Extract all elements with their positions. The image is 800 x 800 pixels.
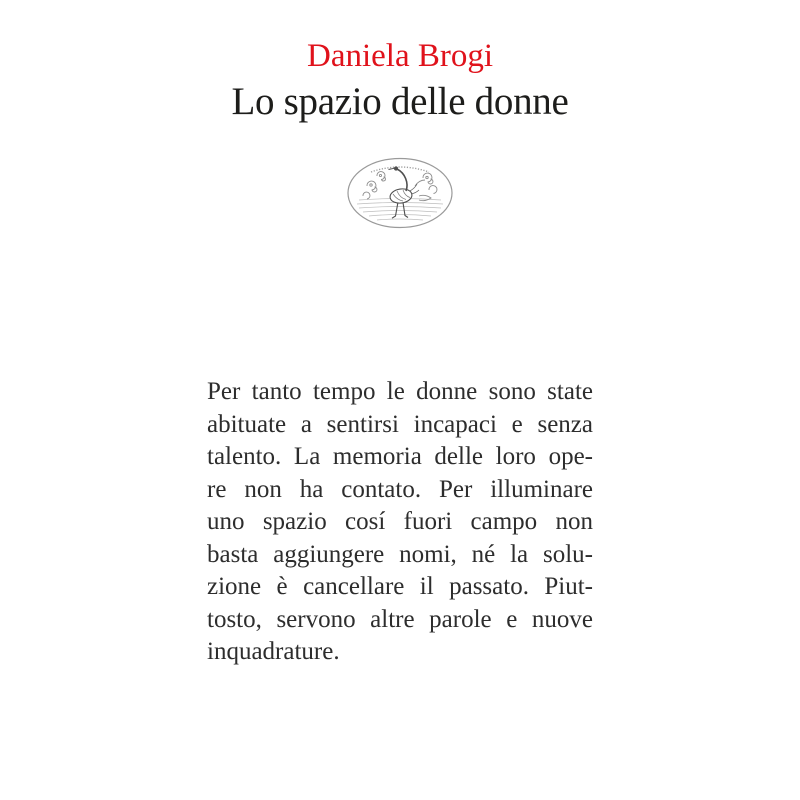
blurb-line: re non ha contato. Per illuminare xyxy=(207,475,593,503)
blurb-line: inquadrature. xyxy=(207,638,340,665)
blurb-line: uno spazio cosí fuori campo non xyxy=(207,508,593,535)
blurb-line: tosto, servono altre parole e nuove xyxy=(207,605,593,633)
book-title: Lo spazio delle donne xyxy=(231,80,569,123)
blurb-line: talento. La memoria delle loro ope- xyxy=(207,443,593,470)
back-cover-blurb xyxy=(207,376,593,669)
blurb-line: Per tanto tempo le donne sono state xyxy=(207,378,593,405)
blurb-line: basta aggiungere nomi, né la solu- xyxy=(207,540,593,568)
blurb-line: zione è cancellare il passato. Piut- xyxy=(207,573,593,600)
author-name: Daniela Brogi xyxy=(306,38,494,74)
blurb-line: abituate a sentirsi incapaci e senza xyxy=(207,410,593,438)
ostrich-emblem-icon xyxy=(345,156,455,230)
publisher-logo xyxy=(345,156,455,230)
